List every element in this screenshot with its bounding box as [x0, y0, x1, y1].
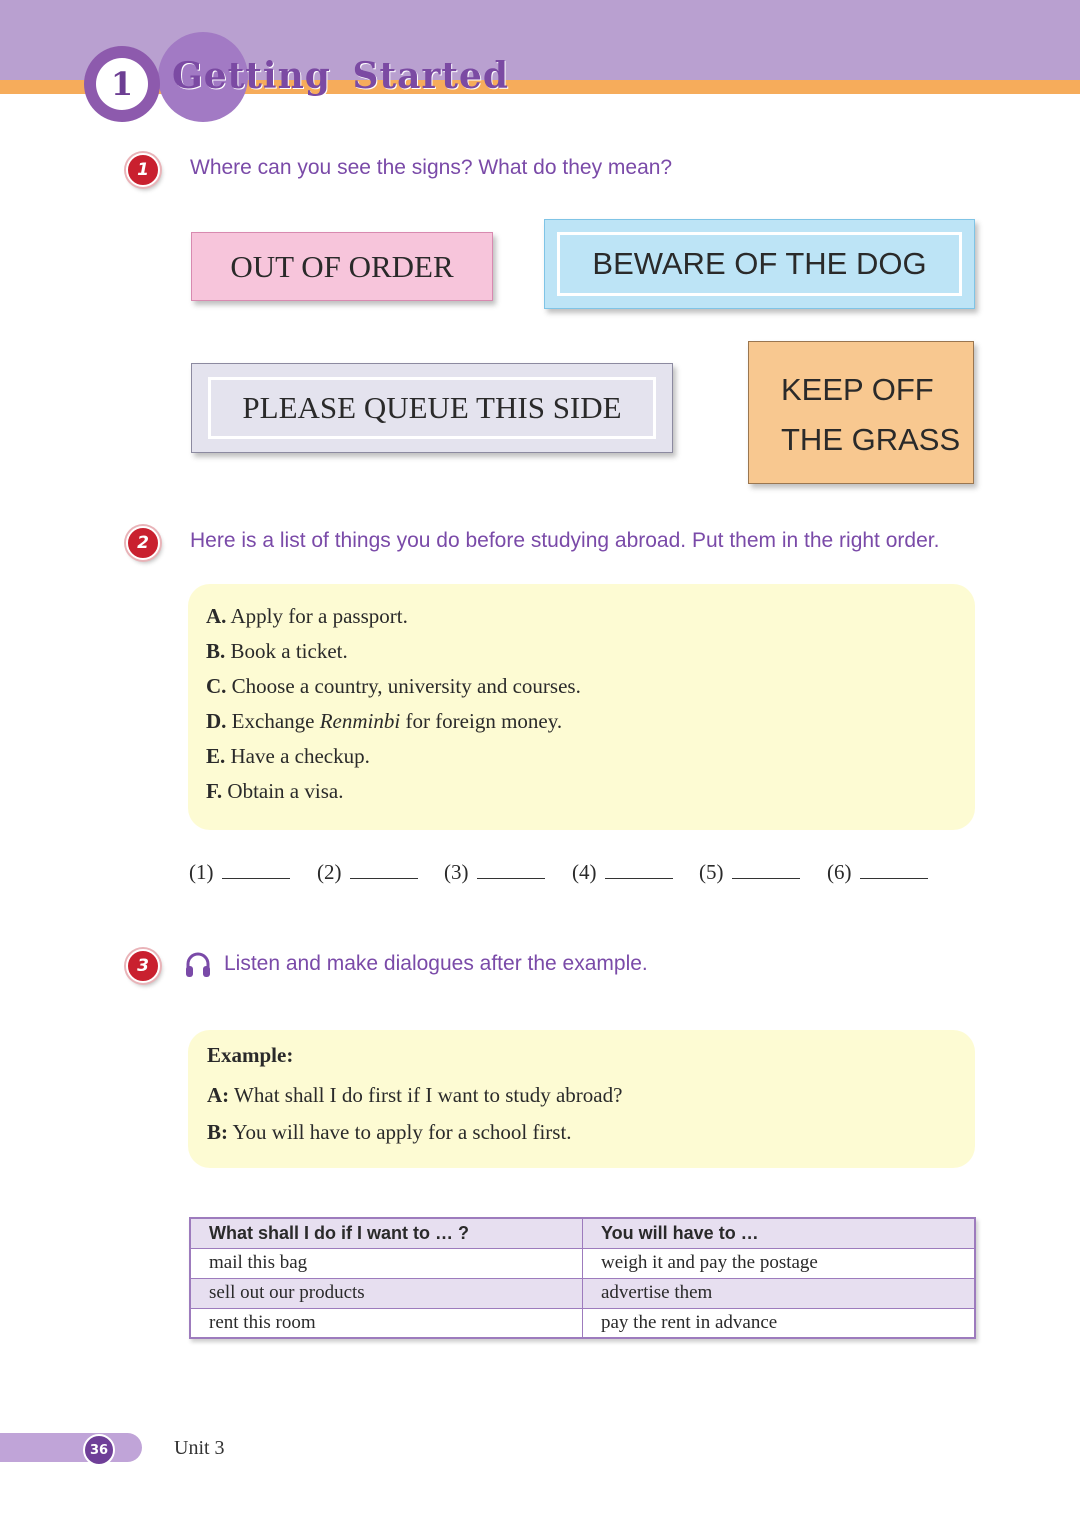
list-item: B. Book a ticket. [206, 639, 348, 663]
exercise-number-1: 1 [126, 153, 160, 187]
sign-keep-off-grass-line2: THE GRASS [781, 422, 961, 457]
table-cell: sell out our products [190, 1278, 583, 1308]
table-cell: rent this room [190, 1308, 583, 1338]
table-cell: weigh it and pay the postage [583, 1248, 976, 1278]
table-row [190, 1278, 975, 1308]
answer-blank[interactable]: (3) [444, 858, 545, 885]
list-item: D. Exchange Renminbi for foreign money. [206, 709, 563, 733]
answer-blank[interactable]: (5) [699, 858, 800, 885]
sign-keep-off-grass-line1: KEEP OFF [781, 372, 934, 407]
sign-please-queue [191, 363, 673, 453]
exercise-2-prompt: Here is a list of things you do before studying abroad. Put them in the right order. [190, 529, 940, 552]
answer-blank[interactable]: (6) [827, 858, 928, 885]
table-cell: advertise them [583, 1278, 976, 1308]
sign-out-of-order [191, 232, 493, 301]
table-header-row [190, 1218, 975, 1248]
table-row [190, 1308, 975, 1338]
list-item: E. Have a checkup. [206, 744, 370, 768]
sign-out-of-order-text: OUT OF ORDER [230, 248, 454, 284]
example-line-a: A: What shall I do first if I want to study abroad? [207, 1083, 623, 1107]
example-line-b: B: You will have to apply for a school first. [207, 1120, 572, 1144]
section-badge-number: 1 [96, 58, 148, 110]
answer-blank[interactable]: (4) [572, 858, 673, 885]
answer-blank[interactable]: (2) [317, 858, 418, 885]
unit-label: Unit 3 [174, 1437, 225, 1459]
answer-blanks [189, 858, 949, 886]
exercise-1-prompt: Where can you see the signs? What do they mean? [190, 156, 673, 179]
sign-keep-off-grass [748, 341, 974, 484]
list-item: A. Apply for a passport. [206, 604, 408, 628]
answer-blank[interactable]: (1) [189, 858, 290, 885]
table-cell: pay the rent in advance [583, 1308, 976, 1338]
list-item: F. Obtain a visa. [206, 779, 344, 803]
page-title: Getting Started [172, 55, 510, 97]
table-row [190, 1248, 975, 1278]
table-header-cell: You will have to … [583, 1218, 976, 1248]
table-cell: mail this bag [190, 1248, 583, 1278]
sign-beware-of-dog-text: BEWARE OF THE DOG [592, 246, 927, 281]
footer-bar [0, 1433, 142, 1462]
page-number: 36 [83, 1434, 115, 1466]
exercise-number-2: 2 [126, 526, 160, 560]
sign-please-queue-text: PLEASE QUEUE THIS SIDE [242, 390, 622, 425]
dialogue-table [189, 1217, 976, 1339]
list-item: C. Choose a country, university and courses. [206, 674, 581, 698]
section-badge [84, 46, 160, 122]
sign-beware-of-dog [544, 219, 975, 309]
headphones-icon[interactable] [183, 950, 213, 980]
table-header-cell: What shall I do if I want to … ? [190, 1218, 583, 1248]
exercise-number-3: 3 [126, 949, 160, 983]
exercise-3-prompt: Listen and make dialogues after the example. [224, 952, 648, 975]
example-title: Example: [207, 1043, 294, 1067]
